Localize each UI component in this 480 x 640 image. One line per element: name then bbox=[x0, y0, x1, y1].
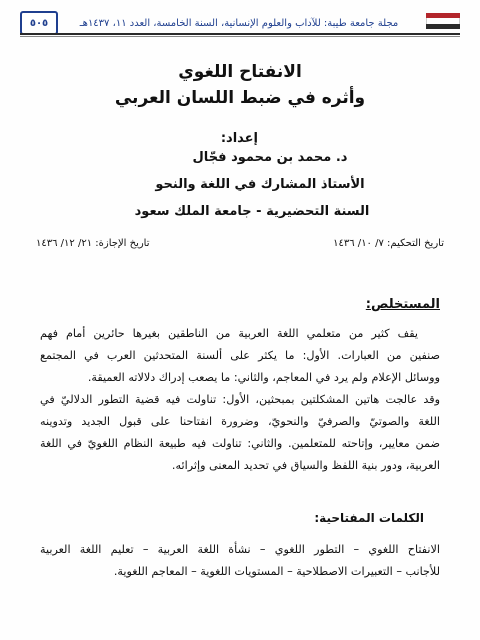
keywords-line: الانفتاح اللغوي – التطور اللغوي – نشأة اللغة العربية – تعليم اللغة العربية bbox=[40, 543, 440, 556]
abstract-line: ضمن معايير، وإتاحته للمتعلمين. والثاني: تناولت فيه طبيعة النظام اللغويّ في اللغة bbox=[40, 437, 440, 450]
article-title-line2: وأثره في ضبط اللسان العربي bbox=[114, 88, 366, 108]
running-title: مجلة جامعة طيبة: للآداب والعلوم الإنسانية، السنة الخامسة، العدد ١١، ١٤٣٧هـ bbox=[79, 17, 399, 29]
page-number-badge bbox=[20, 11, 58, 35]
author-affiliation: السنة التحضيرية - جامعة الملك سعود bbox=[134, 204, 370, 219]
review-date: تاريخ التحكيم: ٧/ ١٠/ ١٤٣٦ bbox=[333, 238, 444, 249]
approval-date: تاريخ الإجازة: ٢١/ ١٢/ ١٤٣٦ bbox=[36, 238, 150, 249]
journal-flag-mark bbox=[426, 13, 460, 29]
abstract-line: ووسائل الإعلام ولم يرد في المعاجم، والثاني: ما يصعب إدراك دلالاته العميقة. bbox=[87, 371, 440, 384]
abstract-line: اللغة والصوتيّ والصرفيّ والنحويّ، وضرورة انفتاحنا على قبول الجديد وتدوينه bbox=[40, 415, 440, 428]
page-number: ٥٠٥ bbox=[29, 17, 49, 29]
author-name: د. محمد بن محمود فجّال bbox=[192, 150, 348, 165]
abstract-line: وقد عالجت هاتين المشكلتين بمبحثين، الأول: تناولت فيه قضية التطور الدلاليّ في bbox=[40, 393, 440, 406]
abstract-line: يقف كثير من متعلمي اللغة العربية من الناطقين بغيرها حائرين أمام فهم bbox=[40, 327, 418, 340]
keywords-line: للأجانب – التعبيرات الاصطلاحية – المستويات اللغوية – المعاجم اللغوية. bbox=[113, 565, 440, 578]
article-dates bbox=[36, 238, 444, 249]
header-divider-thin bbox=[20, 36, 460, 37]
keywords-heading: الكلمات المفتاحية: bbox=[314, 511, 424, 525]
abstract-line: العربية، ودور بنية اللفظ والسياق في تحديد المعنى وإثرائه. bbox=[171, 459, 440, 472]
article-title-line1: الانفتاح اللغوي bbox=[178, 62, 302, 82]
abstract-paragraph-1 bbox=[40, 323, 440, 389]
author-position: الأستاذ المشارك في اللغة والنحو bbox=[155, 177, 365, 192]
running-header bbox=[56, 14, 422, 32]
abstract-heading: المستخلص: bbox=[365, 297, 440, 312]
abstract-line: صنفين من العبارات. الأول: ما يكثر على ألسنة المتحدثين العرب في المجتمع bbox=[40, 349, 440, 362]
header-divider bbox=[20, 33, 460, 35]
keywords-list bbox=[40, 539, 440, 583]
prepared-by-label: إعداد: bbox=[220, 131, 258, 146]
abstract-paragraph-2 bbox=[40, 389, 440, 477]
